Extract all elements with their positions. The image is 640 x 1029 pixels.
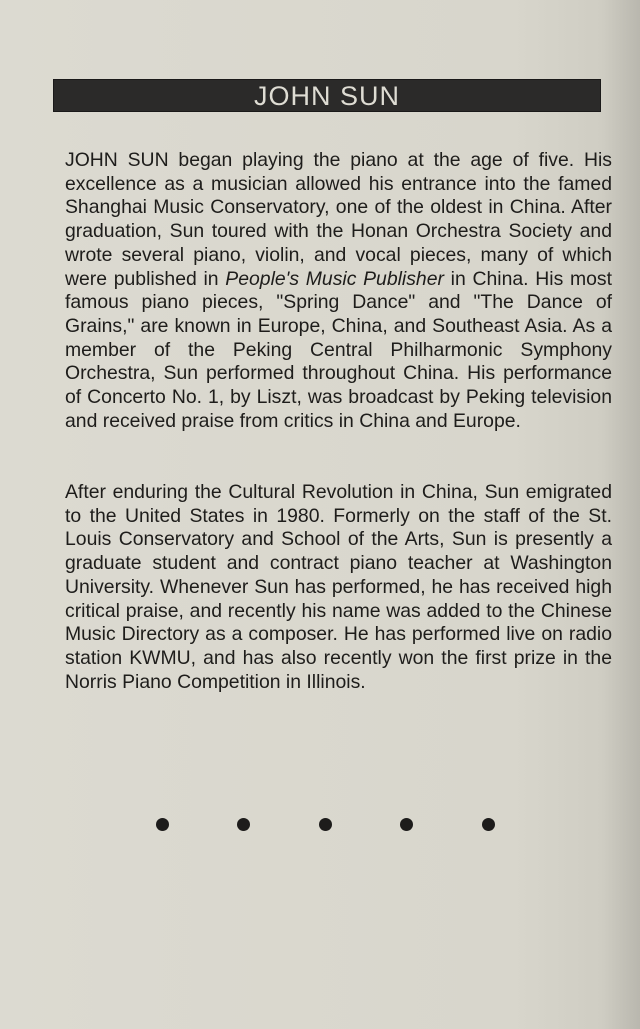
biography-paragraph-1-lead: JOHN SUN began playing the piano at the age of five. His excellence as a musician allowed his entrance into the famed Shanghai Music Conservatory, one of the oldest in China. After graduation, Sun toured with the Honan Orchestra Society and wrote several piano, violin, and vocal pieces, many of which were published in — [65, 149, 612, 290]
page-title: JOHN SUN — [253, 81, 400, 111]
biography-paragraph-1-text — [65, 149, 612, 433]
biography-paragraph-2-text: After enduring the Cultural Revolution in China, Sun emigrated to the United States in 1980. Formerly on the staff of the St. Louis Conservatory and School of the Arts, Sun is presently a graduate student and contract piano teacher at Washington University. Whenever Sun has performed, he has received high critical praise, and recently his name was added to the Chinese Music Directory as a composer. He has performed live on radio station KWMU, and has also recently won the first prize in the Norris Piano Competition in Illinois. — [65, 481, 612, 693]
biography-paragraph-1-rest: in China. His most famous piano pieces, "Spring Dance" and "The Dance of Grains," are known in Europe, China, and Southeast Asia. As a member of the Peking Central Philharmonic Symphony Orchestra, Sun performed throughout China. His performance of Concerto No. 1, by Liszt, was broadcast by Peking television and received praise from critics in China and Europe. — [65, 267, 612, 432]
title-banner — [53, 79, 601, 112]
ornament-dot-icon — [319, 818, 332, 831]
ornament-dot-icon — [156, 818, 169, 831]
ornament-dot-icon — [237, 818, 250, 831]
biography-paragraph-2 — [65, 481, 612, 694]
ornament-dot-icon — [482, 818, 495, 831]
biography-paragraph-1 — [65, 149, 612, 433]
ornament-dots — [0, 818, 640, 834]
ornament-dot-icon — [400, 818, 413, 831]
publication-title: People's Music Publisher — [225, 267, 444, 290]
